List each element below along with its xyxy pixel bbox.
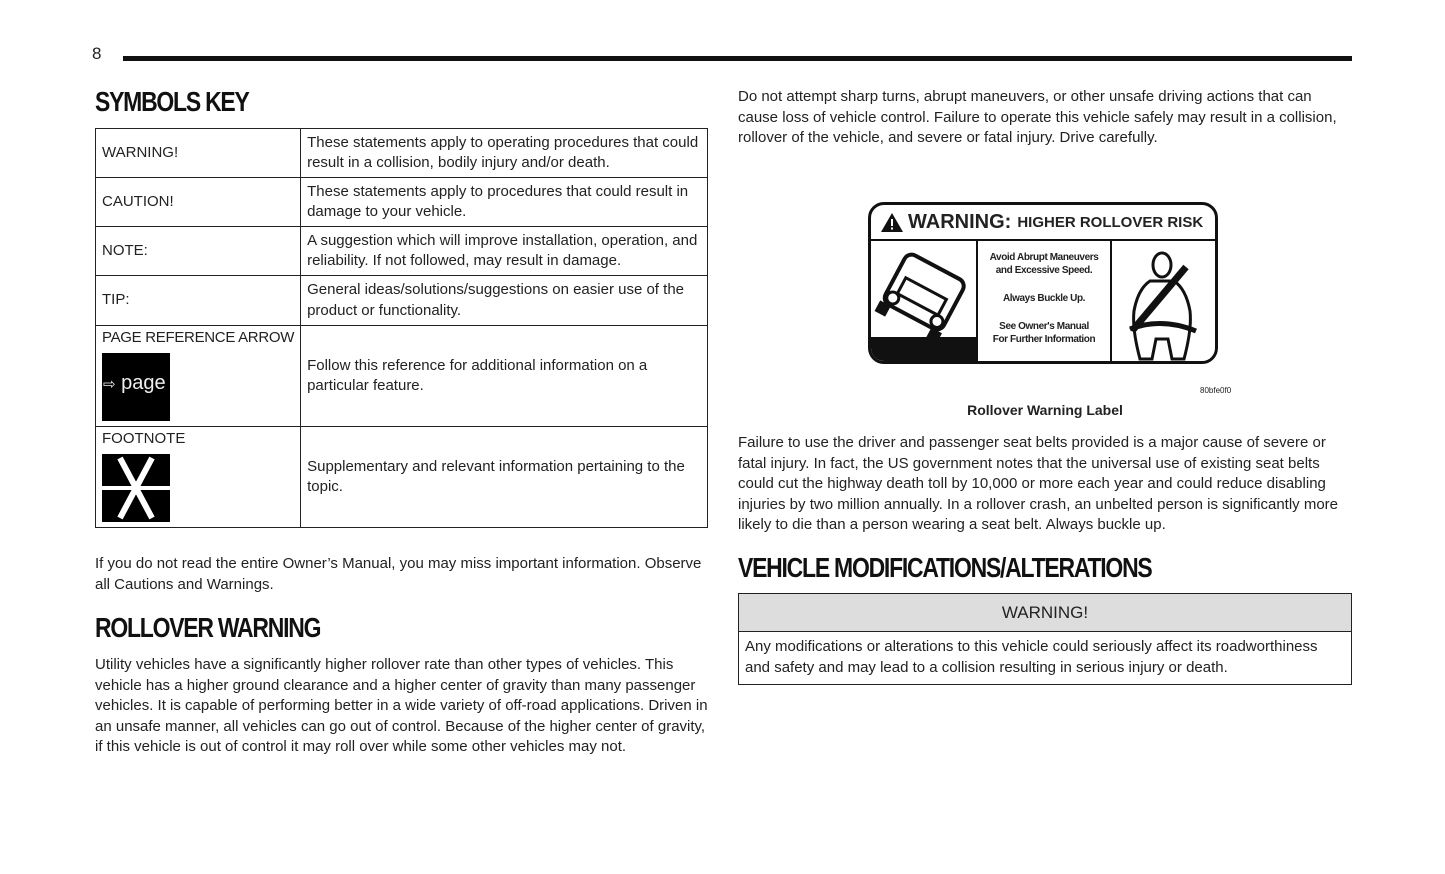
- term: PAGE REFERENCE ARROW: [102, 329, 295, 346]
- label-line: For Further Information: [992, 334, 1096, 345]
- warning-title: WARNING!: [739, 594, 1351, 632]
- footnote-asterisk-icon: [102, 454, 170, 522]
- term: FOOTNOTE: [102, 430, 186, 447]
- table-row: [96, 276, 708, 326]
- rollover-warning-heading: ROLLOVER WARNING: [95, 612, 321, 643]
- table-row: [96, 178, 708, 227]
- intro-text: If you do not read the entire Owner’s Manual, you may miss important information. Observe all Cautions and Warnings.: [95, 555, 702, 593]
- rollover-paragraph-1: Utility vehicles have a significantly higher rollover rate than other types of vehicles. This vehicle has a higher ground clearance and a higher center of gravity than many passenger vehicles. It is capable of performing better in a wide variety of off-road applications. Driven in an unsafe manner, all vehicles can go out of control. Because of the higher center of gravity, if this vehicle is out of control it may roll over while some other vehicles may not.: [95, 656, 708, 755]
- rollover-paragraph-2: Do not attempt sharp turns, abrupt maneuvers, or other unsafe driving actions that can cause loss of vehicle control. Failure to operate this vehicle safely may result in a collision, rollover of the vehicle, and severe or fatal injury. Drive carefully.: [738, 88, 1337, 146]
- table-row: [96, 227, 708, 276]
- label-line: Avoid Abrupt Maneuvers: [989, 252, 1099, 263]
- table-row: [96, 326, 708, 427]
- label-line: See Owner's Manual: [999, 321, 1089, 332]
- table-row: [96, 427, 708, 528]
- page-number: 8: [92, 44, 102, 63]
- label-caption: Rollover Warning Label: [967, 402, 1123, 418]
- image-code: 80bfe0f0: [1200, 386, 1232, 395]
- tipping-vehicle-icon: [871, 241, 978, 361]
- warning-text: Any modifications or alterations to this vehicle could seriously affect its roadworthiness and safety and may lead to a collision resulting in serious injury or death.: [745, 638, 1318, 676]
- description: A suggestion which will improve installation, operation, and reliability. If not followed, may result in damage.: [301, 227, 708, 276]
- page-reference-arrow-icon: ⇨ page: [102, 353, 170, 421]
- description: Follow this reference for additional information on a particular feature.: [301, 326, 708, 427]
- modifications-warning-box: [738, 593, 1352, 685]
- description: These statements apply to operating procedures that could result in a collision, bodily injury and/or death.: [301, 129, 708, 178]
- description: Supplementary and relevant information pertaining to the topic.: [301, 427, 708, 528]
- symbols-key-table: [95, 128, 708, 528]
- description: General ideas/solutions/suggestions on easier use of the product or functionality.: [301, 276, 708, 326]
- label-line: Always Buckle Up.: [1002, 293, 1086, 304]
- description: These statements apply to procedures that could result in damage to your vehicle.: [301, 178, 708, 227]
- header-rule: [123, 56, 1352, 61]
- warning-triangle-icon: [881, 213, 903, 232]
- symbols-key-heading: SYMBOLS KEY: [95, 86, 249, 117]
- modifications-heading: VEHICLE MODIFICATIONS/ALTERATIONS: [738, 552, 1152, 583]
- label-title: WARNING:: [908, 210, 1012, 233]
- term: CAUTION!: [96, 178, 301, 227]
- seat-belt-paragraph: Failure to use the driver and passenger seat belts provided is a major cause of severe or fatal injury. In fact, the US government notes that the universal use of existing seat belts could cut the highway death toll by 10,000 or more each year and could reduce disabling injuries by two million annually. In a rollover crash, an unbelted person is significantly more likely to die than a person wearing a seat belt. Always buckle up.: [738, 434, 1339, 533]
- term: WARNING!: [96, 129, 301, 178]
- table-row: [96, 129, 708, 178]
- term: NOTE:: [96, 227, 301, 276]
- label-subtitle: HIGHER ROLLOVER RISK: [1017, 213, 1204, 231]
- label-line: and Excessive Speed.: [995, 265, 1093, 276]
- term: TIP:: [96, 276, 301, 326]
- seat-belt-person-icon: [1112, 241, 1215, 361]
- rollover-warning-label: [868, 202, 1218, 364]
